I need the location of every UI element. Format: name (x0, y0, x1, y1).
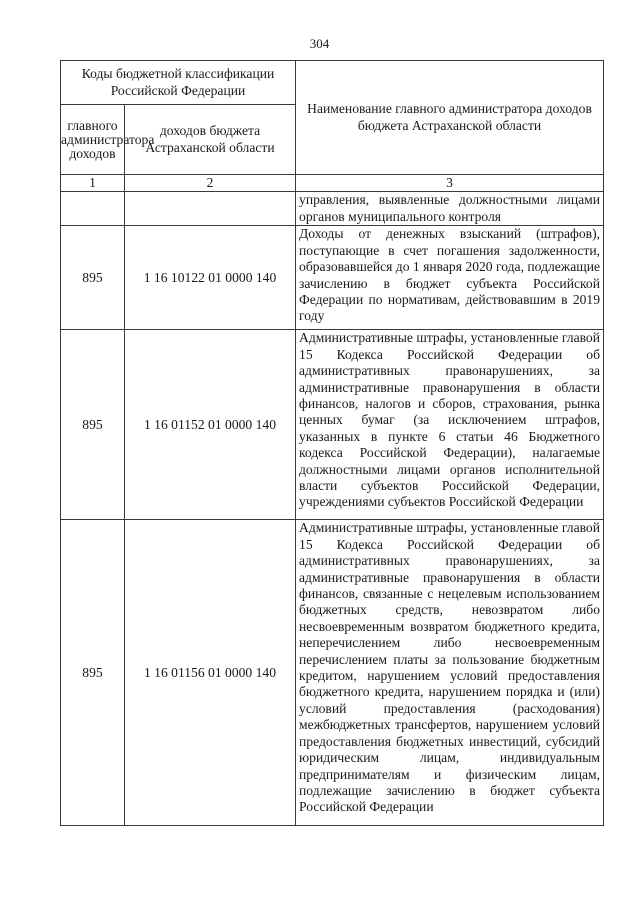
column-number-3: 3 (296, 175, 604, 192)
revenue-code-cell: 1 16 01152 01 0000 140 (125, 330, 296, 520)
header-administrator-name: Наименование главного администратора доходов бюджета Астраханской области (296, 61, 604, 175)
revenue-name-cell: Доходы от денежных взысканий (штрафов), поступающие в счет погашения задолженности, образовавшейся до 1 января 2020 года, подлежащие зачислению в бюджет субъекта Российской Федерации по нормативам, действовавшим в 2019 году (296, 226, 604, 330)
page-number: 304 (309, 36, 330, 51)
table-row (61, 330, 604, 520)
table-row (61, 226, 604, 330)
header-revenue-code: доходов бюджета Астраханской области (125, 105, 296, 175)
header-codes-group: Коды бюджетной классификации Российской Федерации (61, 61, 296, 105)
revenue-code-cell: 1 16 01156 01 0000 140 (125, 520, 296, 826)
admin-code-cell: 895 (61, 520, 125, 826)
column-number-2: 2 (125, 175, 296, 192)
revenue-name-cell: Административные штрафы, установленные главой 15 Кодекса Российской Федерации об административных правонарушениях, за административные правонарушения в области финансов, связанные с нецелевым использованием бюджетных средств, невозвратом либо несвоевременным возвратом бюджетного кредита, неперечислением либо несвоевременным перечислением платы за пользование бюджетным кредитом, нарушением условий предоставления бюджетного кредита, нарушением порядка и (или) условий предоставления (расходования) межбюджетных трансфертов, нарушением условий предоставления бюджетных инвестиций, субсидий юридическим лицам, индивидуальным предпринимателям и физическим лицам, подлежащие зачислению в бюджет субъекта Российской Федерации (296, 520, 604, 826)
table-row-continuation (61, 192, 604, 226)
admin-code-cell: 895 (61, 226, 125, 330)
continuation-text: управления, выявленные должностными лицами органов муниципального контроля (296, 192, 604, 226)
revenue-code-cell: 1 16 10122 01 0000 140 (125, 226, 296, 330)
empty-cell (125, 192, 296, 226)
header-admin-code: главного администратора доходов (61, 105, 125, 175)
empty-cell (61, 192, 125, 226)
revenue-name-cell: Административные штрафы, установленные главой 15 Кодекса Российской Федерации об административных правонарушениях, за административные правонарушения в области финансов, налогов и сборов, страхования, рынка ценных бумаг (за исключением штрафов, указанных в пункте 6 статьи 46 Бюджетного кодекса Российской Федерации), налагаемые должностными лицами органов исполнительной власти субъектов Российской Федерации, учреждениями субъектов Российской Федерации (296, 330, 604, 520)
table-row (61, 520, 604, 826)
budget-codes-table (60, 60, 604, 826)
column-number-1: 1 (61, 175, 125, 192)
admin-code-cell: 895 (61, 330, 125, 520)
